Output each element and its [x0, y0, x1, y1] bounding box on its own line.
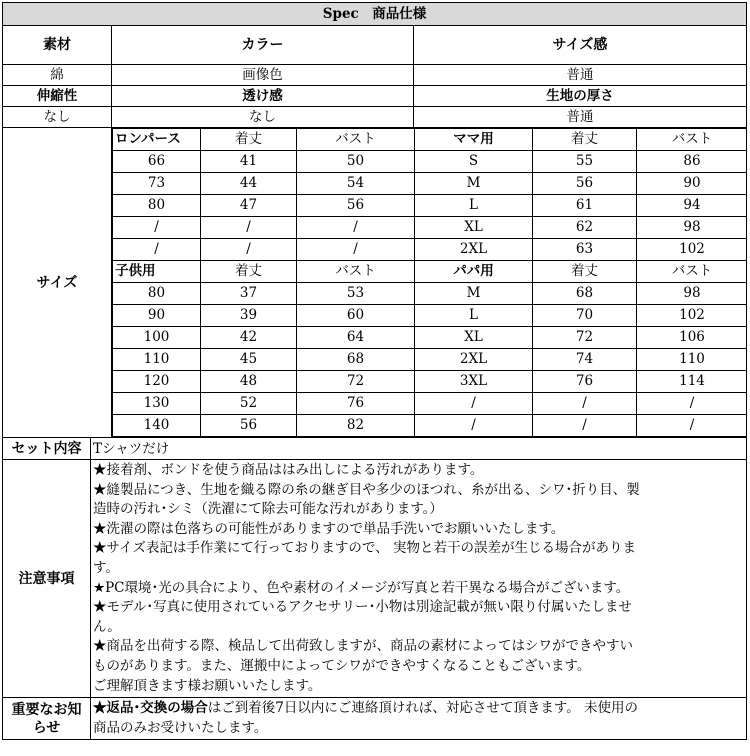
note-line: ものがあります。また、運搬中によってシワができやすくなることもございます。	[93, 657, 591, 674]
size-cell-kids: 39	[201, 305, 297, 327]
size-header-kids-2: バスト	[297, 261, 415, 283]
size-cell-papa: /	[637, 393, 747, 415]
size-cell-romper: /	[297, 239, 415, 261]
table-title: Spec 商品仕様	[3, 3, 747, 26]
size-cell-romper: 50	[297, 151, 415, 173]
note-line: ★サイズ表記は手作業にて行っておりますので、 実物と若干の誤差が生じる場合がありま	[93, 540, 636, 557]
size-chart-row	[113, 415, 747, 437]
note-line: ご理解頂きます様お願いいたします。	[93, 677, 322, 694]
size-cell-papa: 74	[533, 349, 637, 371]
size-cell-romper: 41	[201, 151, 297, 173]
size-cell-kids: 82	[297, 415, 415, 437]
size-cell-romper: /	[113, 239, 201, 261]
size-chart-row	[113, 173, 747, 195]
important-row	[3, 698, 747, 740]
size-header-mama-2: バスト	[637, 129, 747, 151]
size-cell-papa: 114	[637, 371, 747, 393]
note-line: ★接着剤、ボンドを使う商品ははみ出しによる汚れがあります。	[93, 462, 484, 478]
size-cell-kids: 53	[297, 283, 415, 305]
size-chart-row	[113, 371, 747, 393]
size-chart-header-row	[113, 261, 747, 283]
size-cell-romper: 47	[201, 195, 297, 217]
size-header-papa-0: パパ用	[415, 261, 533, 283]
size-chart-row	[113, 283, 747, 305]
notes-row	[3, 460, 747, 698]
header-color: カラー	[112, 26, 414, 65]
notes-label: 注意事項	[3, 460, 91, 698]
size-header-papa-1: 着丈	[533, 261, 637, 283]
title-row	[3, 3, 747, 26]
size-cell-kids: 130	[113, 393, 201, 415]
header-size-feel: サイズ感	[414, 26, 747, 65]
note-line: 造時の汚れ･シミ（洗濯にて除去可能な汚れがあります。）	[93, 501, 443, 518]
size-header-romper-0: ロンパース	[113, 129, 201, 151]
size-cell-kids: 140	[113, 415, 201, 437]
size-cell-romper: 73	[113, 173, 201, 195]
size-cell-mama: 102	[637, 239, 747, 261]
size-cell-papa: /	[415, 393, 533, 415]
size-cell-romper: 66	[113, 151, 201, 173]
important-text-1: はご到着後7日以内にご連絡頂ければ、対応させて頂きます。 未使用の	[207, 700, 639, 717]
header-thickness: 生地の厚さ	[414, 86, 747, 107]
header-transparency: 透け感	[112, 86, 414, 107]
size-chart-cell	[112, 128, 747, 438]
header-material: 素材	[3, 26, 112, 65]
size-header-romper-1: 着丈	[201, 129, 297, 151]
size-cell-mama: 94	[637, 195, 747, 217]
size-cell-kids: 76	[297, 393, 415, 415]
size-cell-romper: /	[201, 239, 297, 261]
size-cell-papa: M	[415, 283, 533, 305]
values-row-2	[3, 107, 747, 128]
size-label: サイズ	[3, 128, 112, 438]
size-cell-romper: /	[297, 217, 415, 239]
size-cell-papa: L	[415, 305, 533, 327]
size-chart-row	[113, 393, 747, 415]
size-cell-kids: 72	[297, 371, 415, 393]
size-cell-papa: 70	[533, 305, 637, 327]
size-header-mama-0: ママ用	[415, 129, 533, 151]
size-cell-papa: 68	[533, 283, 637, 305]
size-cell-mama: S	[415, 151, 533, 173]
important-lead: ★返品･交換の場合	[93, 700, 208, 717]
size-chart-row	[113, 217, 747, 239]
value-transparency: なし	[112, 107, 414, 128]
note-line: ★商品を出荷する際、検品して出荷致しますが、商品の素材によってはシワができやすい	[93, 638, 633, 655]
set-row	[3, 438, 747, 460]
size-cell-kids: 52	[201, 393, 297, 415]
size-row	[3, 128, 747, 438]
header-row-2	[3, 86, 747, 107]
size-cell-kids: 100	[113, 327, 201, 349]
size-chart-row	[113, 349, 747, 371]
size-cell-mama: 61	[533, 195, 637, 217]
size-cell-papa: 2XL	[415, 349, 533, 371]
size-cell-romper: 54	[297, 173, 415, 195]
size-cell-papa: 72	[533, 327, 637, 349]
note-line: ★縫製品につき、生地を織る際の糸の継ぎ目や多少のほつれ、糸が出る、シワ･折り目、製	[93, 481, 640, 498]
note-line: ★モデル･写真に使用されているアクセサリー･小物は別途記載が無い限り付属いたしませ	[93, 599, 632, 616]
size-cell-kids: 68	[297, 349, 415, 371]
size-header-papa-2: バスト	[637, 261, 747, 283]
size-cell-papa: 98	[637, 283, 747, 305]
size-cell-mama: 98	[637, 217, 747, 239]
size-cell-kids: 120	[113, 371, 201, 393]
important-label: 重要なお知らせ	[3, 698, 91, 740]
size-chart	[112, 128, 747, 437]
size-chart-row	[113, 151, 747, 173]
size-cell-kids: 48	[201, 371, 297, 393]
size-cell-romper: 80	[113, 195, 201, 217]
set-contents-value: Tシャツだけ	[91, 438, 747, 460]
note-line: ん。	[93, 618, 121, 635]
size-cell-mama: XL	[415, 217, 533, 239]
size-chart-header-row	[113, 129, 747, 151]
size-header-kids-0: 子供用	[113, 261, 201, 283]
size-cell-papa: /	[533, 393, 637, 415]
size-cell-mama: 90	[637, 173, 747, 195]
value-size-feel: 普通	[414, 65, 747, 86]
size-cell-romper: 56	[297, 195, 415, 217]
size-cell-papa: 102	[637, 305, 747, 327]
size-header-mama-1: 着丈	[533, 129, 637, 151]
size-chart-body	[113, 129, 747, 437]
size-cell-papa: /	[415, 415, 533, 437]
important-text-2: 商品のみお受けいたします。	[93, 719, 268, 736]
size-cell-romper: 44	[201, 173, 297, 195]
notes-content	[91, 460, 747, 698]
size-cell-kids: 42	[201, 327, 297, 349]
size-cell-mama: 86	[637, 151, 747, 173]
size-header-romper-2: バスト	[297, 129, 415, 151]
note-line: ★洗濯の際は色落ちの可能性がありますので単品手洗いでお願いいたします。	[93, 520, 565, 537]
size-cell-romper: /	[201, 217, 297, 239]
values-row-1	[3, 65, 747, 86]
value-material: 綿	[3, 65, 112, 86]
note-line: す。	[93, 559, 119, 576]
important-line-1	[93, 699, 744, 719]
value-color: 画像色	[112, 65, 414, 86]
size-cell-papa: 106	[637, 327, 747, 349]
size-cell-mama: 2XL	[415, 239, 533, 261]
size-cell-kids: 45	[201, 349, 297, 371]
size-chart-row	[113, 239, 747, 261]
header-stretch: 伸縮性	[3, 86, 112, 107]
important-content	[91, 698, 747, 740]
size-cell-kids: 90	[113, 305, 201, 327]
size-cell-papa: /	[533, 415, 637, 437]
size-header-kids-1: 着丈	[201, 261, 297, 283]
size-cell-kids: 80	[113, 283, 201, 305]
value-thickness: 普通	[414, 107, 747, 128]
size-cell-kids: 56	[201, 415, 297, 437]
size-cell-kids: 110	[113, 349, 201, 371]
size-chart-row	[113, 305, 747, 327]
size-cell-kids: 60	[297, 305, 415, 327]
size-cell-mama: M	[415, 173, 533, 195]
size-chart-row	[113, 327, 747, 349]
size-chart-row	[113, 195, 747, 217]
size-cell-mama: 62	[533, 217, 637, 239]
size-cell-mama: 56	[533, 173, 637, 195]
set-contents-label: セット内容	[3, 438, 91, 460]
size-cell-papa: /	[637, 415, 747, 437]
value-stretch: なし	[3, 107, 112, 128]
size-cell-papa: 76	[533, 371, 637, 393]
size-cell-romper: /	[113, 217, 201, 239]
size-cell-papa: XL	[415, 327, 533, 349]
header-row-1	[3, 26, 747, 65]
size-cell-mama: L	[415, 195, 533, 217]
size-cell-mama: 63	[533, 239, 637, 261]
spec-table	[2, 2, 747, 740]
size-cell-mama: 55	[533, 151, 637, 173]
size-cell-kids: 37	[201, 283, 297, 305]
size-cell-papa: 3XL	[415, 371, 533, 393]
size-cell-kids: 64	[297, 327, 415, 349]
size-cell-papa: 110	[637, 349, 747, 371]
note-line: ★PC環境･光の具合により、色や素材のイメージが写真と若干異なる場合がございます。	[93, 579, 630, 596]
